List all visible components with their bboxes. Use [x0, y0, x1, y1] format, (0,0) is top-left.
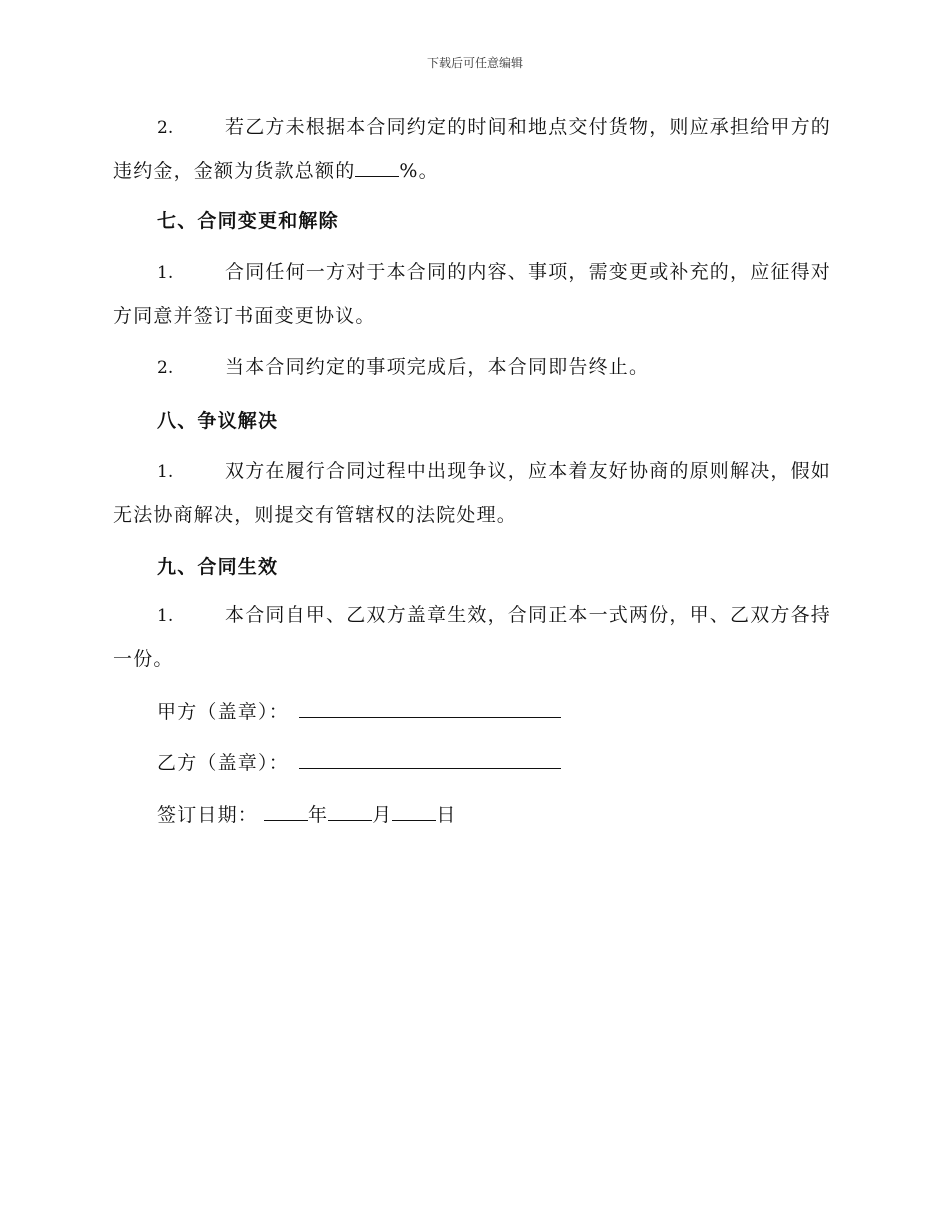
clause-text: 若乙方未根据本合同约定的时间和地点交付货物，则应承担给甲方的违约金，金额为货款总额的 — [113, 116, 832, 182]
clause-text: 当本合同约定的事项完成后，本合同即告终止。 — [225, 356, 650, 378]
clause-7-1 — [113, 251, 833, 338]
clause-number: 1. — [157, 606, 174, 626]
section-9-heading: 九、合同生效 — [157, 556, 279, 578]
clause-text: 双方在履行合同过程中出现争议，应本着友好协商的原则解决，假如无法协商解决，则提交有管辖权的法院处理。 — [113, 460, 832, 526]
signing-date — [157, 800, 457, 827]
month-blank[interactable] — [328, 800, 372, 821]
party-a-signature-field[interactable] — [299, 697, 561, 718]
section-7-heading: 七、合同变更和解除 — [157, 210, 339, 232]
day-label: 日 — [436, 804, 457, 826]
header-note: 下载后可任意编辑 — [426, 56, 523, 70]
party-b-signature-field[interactable] — [299, 748, 561, 769]
clause-text-end: %。 — [399, 160, 439, 182]
year-blank[interactable] — [264, 800, 308, 821]
clause-number: 2. — [157, 358, 174, 378]
clause-6-2 — [113, 106, 833, 193]
day-blank[interactable] — [392, 800, 436, 821]
clause-text: 合同任何一方对于本合同的内容、事项，需变更或补充的，应征得对方同意并签订书面变更协议。 — [113, 261, 832, 327]
clause-text: 本合同自甲、乙双方盖章生效，合同正本一式两份，甲、乙双方各持一份。 — [113, 604, 832, 670]
clause-number: 2. — [157, 118, 174, 138]
party-a-signature — [157, 697, 561, 724]
clause-number: 1. — [157, 462, 174, 482]
clause-9-1 — [113, 594, 833, 681]
clause-number: 1. — [157, 263, 174, 283]
year-label: 年 — [308, 804, 329, 826]
party-b-signature — [157, 748, 561, 775]
clause-7-2 — [113, 346, 833, 390]
month-label: 月 — [372, 804, 393, 826]
section-8-heading: 八、争议解决 — [157, 410, 279, 432]
percent-blank[interactable] — [355, 156, 399, 177]
party-b-label: 乙方（盖章）： — [157, 752, 289, 774]
date-label: 签订日期： — [157, 804, 259, 826]
clause-8-1 — [113, 450, 833, 537]
party-a-label: 甲方（盖章）： — [157, 701, 289, 723]
